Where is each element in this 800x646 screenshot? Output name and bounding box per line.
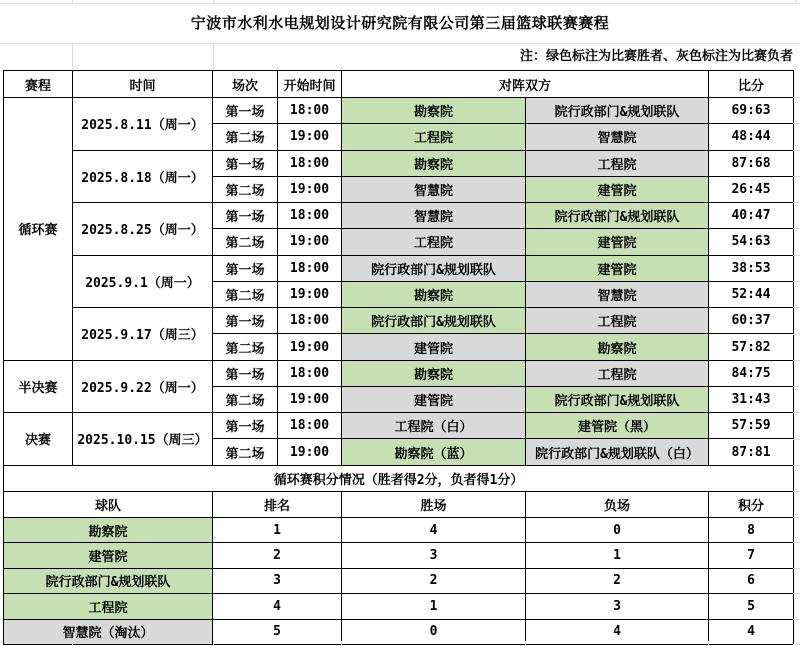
rank-cell: 3 <box>213 568 342 593</box>
match-row <box>4 150 794 176</box>
match-row <box>4 308 794 334</box>
gridline <box>341 641 342 646</box>
gridline <box>793 619 800 620</box>
gridline <box>72 44 73 70</box>
date-cell: 2025.9.22（周一） <box>73 360 213 413</box>
time-cell: 19:00 <box>278 386 342 412</box>
gridline <box>793 123 800 124</box>
team2-cell: 院行政部门&规划联队 <box>526 98 709 124</box>
team2-cell: 勘察院 <box>526 334 709 360</box>
schedule-header-cell: 对阵双方 <box>342 71 709 98</box>
time-cell: 19:00 <box>278 439 342 465</box>
time-cell: 18:00 <box>278 255 342 281</box>
time-cell: 19:00 <box>278 281 342 307</box>
team-cell: 工程院 <box>4 594 213 619</box>
schedule-header-cell: 赛程 <box>4 71 73 98</box>
date-cell: 2025.8.18（周一） <box>73 150 213 203</box>
team2-cell: 院行政部门&规划联队 <box>526 203 709 229</box>
score-cell: 38:53 <box>709 255 794 281</box>
rank-cell: 2 <box>213 543 342 568</box>
team1-cell: 建管院 <box>342 334 526 360</box>
team1-cell: 智慧院 <box>342 176 526 202</box>
wins-cell: 0 <box>342 619 526 644</box>
date-cell: 2025.8.11（周一） <box>73 98 213 151</box>
match-row <box>4 203 794 229</box>
team1-cell: 院行政部门&规划联队 <box>342 255 526 281</box>
gridline <box>793 439 800 440</box>
date-cell: 2025.9.1（周一） <box>73 255 213 308</box>
standings-header-cell: 胜场 <box>342 492 526 518</box>
points-cell: 4 <box>709 619 794 644</box>
gridline <box>72 641 73 646</box>
gridline <box>213 0 214 3</box>
team2-cell: 院行政部门&规划联队（白） <box>526 439 709 465</box>
team1-cell: 工程院 <box>342 229 526 255</box>
standings-header-row <box>4 492 794 518</box>
gridline <box>793 150 800 151</box>
team1-cell: 工程院 <box>342 124 526 150</box>
standings-header-cell: 排名 <box>213 492 342 518</box>
losses-cell: 0 <box>526 518 709 543</box>
team-cell: 建管院 <box>4 543 213 568</box>
gridline <box>72 0 73 3</box>
standings-title: 循环赛积分情况（胜者得2分，负者得1分） <box>4 466 794 492</box>
game-cell: 第二场 <box>213 124 278 150</box>
score-cell: 52:44 <box>709 281 794 307</box>
game-cell: 第一场 <box>213 98 278 124</box>
points-cell: 5 <box>709 594 794 619</box>
date-cell: 2025.8.25（周一） <box>73 203 213 256</box>
time-cell: 19:00 <box>278 124 342 150</box>
team2-cell: 工程院 <box>526 308 709 334</box>
score-cell: 57:59 <box>709 413 794 439</box>
points-cell: 6 <box>709 568 794 593</box>
gridline <box>525 641 526 646</box>
time-cell: 18:00 <box>278 150 342 176</box>
team-cell: 智慧院（淘汰） <box>4 619 213 644</box>
gridline <box>793 386 800 387</box>
standings-row <box>4 568 794 593</box>
team1-cell: 智慧院 <box>342 203 526 229</box>
time-cell: 18:00 <box>278 360 342 386</box>
time-cell: 19:00 <box>278 229 342 255</box>
wins-cell: 3 <box>342 543 526 568</box>
score-cell: 87:68 <box>709 150 794 176</box>
score-cell: 87:81 <box>709 439 794 465</box>
gridline <box>793 465 800 466</box>
stage-cell: 决赛 <box>4 413 73 466</box>
standings-row <box>4 594 794 619</box>
team2-cell: 院行政部门&规划联队 <box>526 386 709 412</box>
losses-cell: 4 <box>526 619 709 644</box>
gridline <box>793 307 800 308</box>
team1-cell: 勘察院 <box>342 360 526 386</box>
team2-cell: 工程院 <box>526 360 709 386</box>
gridline <box>793 228 800 229</box>
team1-cell: 建管院 <box>342 386 526 412</box>
gridline <box>793 542 800 543</box>
gridline <box>793 334 800 335</box>
losses-cell: 1 <box>526 543 709 568</box>
team2-cell: 建管院 <box>526 229 709 255</box>
team2-cell: 建管院（黑） <box>526 413 709 439</box>
gridline <box>793 281 800 282</box>
time-cell: 19:00 <box>278 176 342 202</box>
gridline <box>796 0 797 3</box>
gridline <box>793 517 800 518</box>
gridline <box>793 97 800 98</box>
wins-cell: 4 <box>342 518 526 543</box>
stage-cell: 半决赛 <box>4 360 73 413</box>
team1-cell: 勘察院 <box>342 281 526 307</box>
losses-cell: 3 <box>526 594 709 619</box>
time-cell: 18:00 <box>278 98 342 124</box>
gridline <box>213 641 214 646</box>
game-cell: 第一场 <box>213 360 278 386</box>
game-cell: 第一场 <box>213 150 278 176</box>
score-cell: 84:75 <box>709 360 794 386</box>
team1-cell: 勘察院（蓝） <box>342 439 526 465</box>
gridline <box>793 176 800 177</box>
gridline <box>0 43 800 44</box>
team2-cell: 建管院 <box>526 176 709 202</box>
gridline <box>793 593 800 594</box>
schedule-header-cell: 时间 <box>73 71 213 98</box>
gridline <box>793 568 800 569</box>
gridline <box>213 44 214 70</box>
score-cell: 31:43 <box>709 386 794 412</box>
game-cell: 第二场 <box>213 386 278 412</box>
team2-cell: 智慧院 <box>526 281 709 307</box>
team1-cell: 工程院（白） <box>342 413 526 439</box>
gridline <box>0 3 800 4</box>
schedule-header-cell: 场次 <box>213 71 278 98</box>
game-cell: 第二场 <box>213 229 278 255</box>
schedule-header-row <box>4 71 794 98</box>
score-cell: 48:44 <box>709 124 794 150</box>
time-cell: 18:00 <box>278 413 342 439</box>
standings-row <box>4 518 794 543</box>
rank-cell: 4 <box>213 594 342 619</box>
game-cell: 第二场 <box>213 281 278 307</box>
page-title: 宁波市水利水电规划设计研究院有限公司第三届篮球联赛赛程 <box>190 14 610 32</box>
game-cell: 第二场 <box>213 334 278 360</box>
score-cell: 57:82 <box>709 334 794 360</box>
game-cell: 第二场 <box>213 176 278 202</box>
team1-cell: 院行政部门&规划联队 <box>342 308 526 334</box>
points-cell: 8 <box>709 518 794 543</box>
schedule-table <box>3 70 794 466</box>
legend-note: 注：绿色标注为比赛胜者、灰色标注为比赛负者 <box>519 49 793 64</box>
points-cell: 7 <box>709 543 794 568</box>
date-cell: 2025.9.17（周三） <box>73 308 213 361</box>
losses-cell: 2 <box>526 568 709 593</box>
standings-header-cell: 积分 <box>709 492 794 518</box>
standings-row <box>4 619 794 644</box>
standings-body <box>4 466 794 645</box>
stage-cell: 循环赛 <box>4 98 73 361</box>
score-cell: 69:63 <box>709 98 794 124</box>
score-cell: 26:45 <box>709 176 794 202</box>
team2-cell: 工程院 <box>526 150 709 176</box>
score-cell: 54:63 <box>709 229 794 255</box>
team1-cell: 勘察院 <box>342 150 526 176</box>
match-row <box>4 360 794 386</box>
game-cell: 第一场 <box>213 308 278 334</box>
schedule-header-cell: 开始时间 <box>278 71 342 98</box>
team-cell: 勘察院 <box>4 518 213 543</box>
team2-cell: 建管院 <box>526 255 709 281</box>
schedule-header-cell: 比分 <box>709 71 794 98</box>
standings-header-cell: 球队 <box>4 492 213 518</box>
gridline <box>793 202 800 203</box>
time-cell: 18:00 <box>278 308 342 334</box>
wins-cell: 1 <box>342 594 526 619</box>
time-cell: 18:00 <box>278 203 342 229</box>
match-row <box>4 98 794 124</box>
standings-header-cell: 负场 <box>526 492 709 518</box>
rank-cell: 1 <box>213 518 342 543</box>
game-cell: 第二场 <box>213 439 278 465</box>
game-cell: 第一场 <box>213 203 278 229</box>
gridline <box>793 360 800 361</box>
date-cell: 2025.10.15（周三） <box>73 413 213 466</box>
gridline <box>793 412 800 413</box>
rank-cell: 5 <box>213 619 342 644</box>
team2-cell: 智慧院 <box>526 124 709 150</box>
standings-table <box>3 465 794 645</box>
standings-title-row <box>4 466 794 492</box>
gridline <box>793 644 800 645</box>
wins-cell: 2 <box>342 568 526 593</box>
schedule-body <box>4 98 794 466</box>
team1-cell: 勘察院 <box>342 98 526 124</box>
gridline <box>793 491 800 492</box>
time-cell: 19:00 <box>278 334 342 360</box>
score-cell: 40:47 <box>709 203 794 229</box>
game-cell: 第一场 <box>213 255 278 281</box>
match-row <box>4 413 794 439</box>
team-cell: 院行政部门&规划联队 <box>4 568 213 593</box>
standings-row <box>4 543 794 568</box>
gridline <box>793 255 800 256</box>
score-cell: 60:37 <box>709 308 794 334</box>
match-row <box>4 255 794 281</box>
gridline <box>708 641 709 646</box>
game-cell: 第一场 <box>213 413 278 439</box>
